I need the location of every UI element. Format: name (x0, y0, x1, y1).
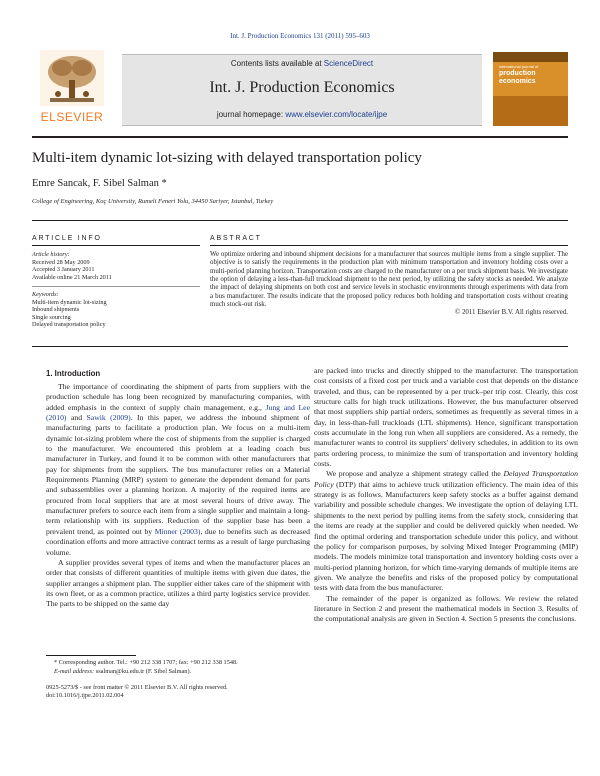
elsevier-tree-icon (40, 50, 104, 106)
intro-paragraph-5: The remainder of the paper is organized as follows. We review the related literature in Section 2 and present the mathematical models in Section 3. Results of the computational analysis are given in Section 4. Section 5 presents the conclusions. (314, 593, 578, 624)
right-column (314, 366, 578, 625)
footnote-rule (46, 655, 136, 656)
affiliation: College of Engineering, Koç University, Rumeli Feneri Yolu, 34450 Sariyer, Istanbul, Turkey (32, 198, 274, 205)
header-divider (32, 136, 568, 138)
abstract-divider (32, 346, 568, 347)
copyright-notice: © 2011 Elsevier B.V. All rights reserved. (455, 309, 568, 317)
text-run: (DTP) that aims to achieve truck utilization efficiency. The main idea of this strategy is as follows. Manufacturers keep safety stocks as a buffer against demand variability and possible schedule changes. We investigate the option of delaying LTL shipments to the next period by pulling items from the safety stock, considering that the items are ready at the supplier and could be delivered quickly when needed. We find the optimal ordering and transportation schedule under this policy, and without the policy for comparison purposes, by solving Mixed Integer Programming (MIP) models. The models minimize total transportation and inventory holding costs over a multi-period planning horizon, for which time-varying demands of multiple items are given. We analyze the benefits and risks of the proposed policy by computational tests with data from the bus manufacturer. (314, 479, 579, 593)
journal-cover-image (493, 52, 568, 126)
journal-citation-link[interactable]: Int. J. Production Economics 131 (2011) 595–603 (230, 32, 370, 40)
abstract-rule (210, 245, 568, 246)
email-address[interactable]: ssalman@ku.edu.tr (F. Sibel Salman). (95, 668, 192, 675)
article-history (32, 251, 200, 281)
email-label: E-mail address: (54, 668, 95, 675)
article-info-separator (32, 286, 200, 287)
author-list: Emre Sancak, F. Sibel Salman * (32, 178, 167, 189)
text-run: and (70, 413, 83, 423)
intro-paragraph-3: are packed into trucks and directly shipped to the manufacturer. The transportation cost consists of a fixed cost per truck and a variable cost that depends on the distance traveled, and thus, can be represented by a per truck–per trip cost. Clearly, this cost structure calls for high truck utilizations. However, the bus manufacturer observed that most suppliers ship partial orders, sometimes as frequently as several times in a day, in less-than-full truckloads (LTL shipments). Hence, significant transportation costs accumulate in the long run when all suppliers are considered. As a remedy, the manufacturer wants to control its suppliers' delivery schedules, in addition to its own parts ordering process, to minimize the sum of transportation and inventory holding costs. (314, 366, 578, 469)
article-info-rule (32, 245, 200, 246)
keyword-item: Single sourcing (32, 313, 71, 321)
cover-title (499, 64, 538, 86)
corresponding-author-note: * Corresponding author. Tel.: +90 212 338 1707; fax: +90 212 338 1548. (54, 659, 238, 666)
elsevier-logo (32, 46, 112, 126)
text-run: The importance of coordinating the shipment of parts from suppliers with the production schedule has long been recognized by manufacturing companies, with added emphasis in the context of supply chain management, e.g., (46, 382, 310, 412)
sciencedirect-link[interactable]: ScienceDirect (323, 59, 374, 68)
keyword-item: Delayed transportation policy (32, 321, 106, 328)
journal-name: Int. J. Production Economics (209, 79, 395, 96)
article-info-heading: ARTICLE INFO (32, 235, 102, 242)
citation-link-jung-lee[interactable]: Jung and Lee (2010) (46, 402, 310, 423)
homepage-link[interactable]: www.elsevier.com/locate/ijpe (285, 110, 388, 119)
homepage-prefix: journal homepage: (216, 110, 284, 119)
paper-title: Multi-item dynamic lot-sizing with delayed transportation policy (32, 150, 422, 166)
policy-name: Delayed Transportation Policy (314, 469, 578, 489)
homepage-line (122, 110, 482, 119)
citation-link-sawik[interactable]: Sawik (2009) (86, 413, 131, 423)
journal-header (32, 46, 568, 130)
cover-top-band (493, 52, 568, 62)
journal-banner (122, 54, 482, 126)
title-divider (32, 220, 568, 221)
received-date: Received 28 May 2009 (32, 258, 90, 266)
doi-line[interactable]: doi:10.1016/j.ijpe.2011.02.004 (46, 692, 124, 699)
keyword-item: Inbound shipments (32, 306, 80, 313)
cover-line-3: economics (499, 78, 536, 85)
intro-paragraph-1 (46, 382, 310, 558)
contents-line (122, 59, 482, 68)
journal-citation (0, 32, 600, 40)
cover-line-1: international journal of (499, 64, 539, 69)
publisher-name: ELSEVIER (40, 110, 104, 124)
citation-link-minner[interactable]: Minner (2003) (154, 526, 201, 536)
abstract-text: We optimize ordering and inbound shipment decisions for a manufacturer that sources multiple items from a single supplier. The objective is to satisfy the requirements in the production plan with minimum transportation and inventory holding costs over a multi-period planning horizon. Transportation costs are charged to the manufacturer on a per truck shipment basis. We investigate the option of delaying a less-than-full truckload shipment to the next period, by utilizing the safety stocks as needed. We analyze the impact of delaying shipments on both cost and service levels in stochastic environments through experiments with data from a bus manufacturer. The results indicate that the proposed policy reduces both holding and transportation costs without creating much stock-out risk. (210, 251, 568, 309)
text-run: We propose and analyze a shipment strategy called the (326, 469, 501, 479)
keyword-item: Multi-item dynamic lot-sizing (32, 298, 107, 306)
intro-paragraph-2: A supplier provides several types of items and when the manufacturer places an order that consists of different quantities of multiple items with given due dates, the supplier arranges a shipment plan. The supplier either takes care of the shipment with its own fleet, or as a common practice, utilizes a third party logistics service provider. The parts to be shipped on the same day (46, 557, 310, 609)
abstract-heading: ABSTRACT (210, 235, 262, 242)
keywords-label: Keywords: (32, 291, 59, 298)
email-note (46, 668, 324, 676)
intro-paragraph-4 (314, 469, 578, 593)
contents-prefix: Contents lists available at (230, 59, 322, 68)
text-run: , due to benefits such as decreased coordination efforts and more attractive contract terms as a result of large purchasing volume. (46, 526, 310, 557)
accepted-date: Accepted 3 January 2011 (32, 266, 95, 273)
section-heading-introduction: 1. Introduction (46, 369, 101, 378)
online-date: Available online 21 March 2011 (32, 273, 112, 281)
issn-line: 0925-5273/$ - see front matter © 2011 Elsevier B.V. All rights reserved. (46, 684, 228, 691)
cover-bottom-band (493, 96, 568, 126)
cover-line-2: production (499, 70, 536, 77)
history-label: Article history: (32, 251, 70, 258)
abstract-body (210, 251, 568, 318)
text-run: . In this paper, we address the inbound shipment of manufacturing parts to facilitate a production plan. We focus on a multi-item dynamic lot-sizing problem where the cost of shipments from the supplier is charged to the manufacturer. We encountered this problem at a leading coach bus manufacturer in Turkey, and found it to be common with other manufacturers that pay for shipments from the suppliers. The bus manufacturer relies on a Material Requirements Planning (MRP) system to generate the dependent demand for parts and subassemblies over a planning horizon. A majority of the required items are procured from local suppliers that are at most several hours of drive away. The manufacturer prefers to source each item from a single supplier and maintain a long-term relationship with its suppliers. Reduction of the supplier base has been a prevalent trend, as pointed out by (46, 413, 311, 536)
left-column (46, 382, 310, 610)
keywords-block (32, 291, 200, 329)
